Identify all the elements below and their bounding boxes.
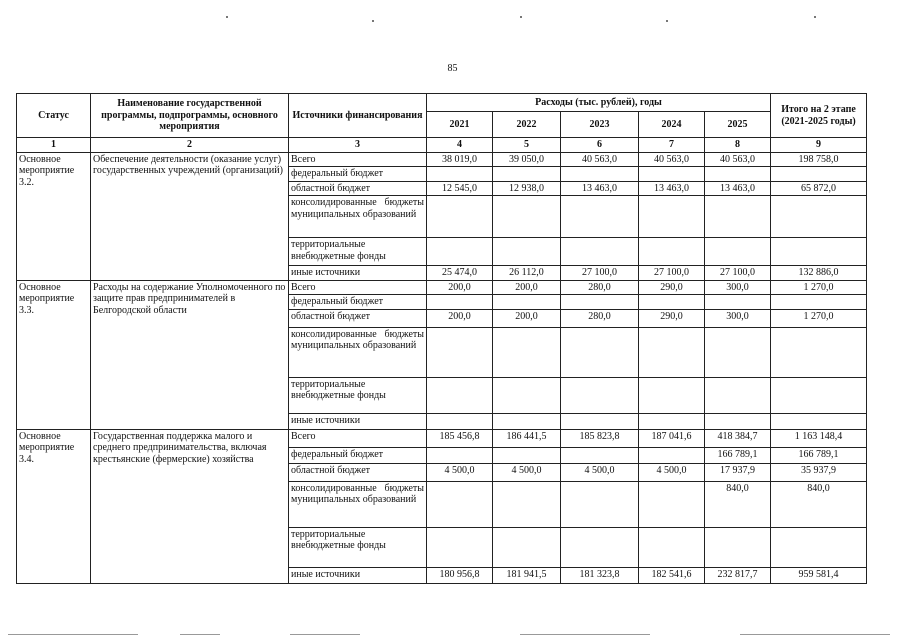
value-cell xyxy=(493,481,561,527)
value-cell: 38 019,0 xyxy=(427,152,493,167)
value-cell xyxy=(705,527,771,567)
value-cell xyxy=(639,413,705,429)
value-cell: 40 563,0 xyxy=(705,152,771,167)
scan-artifact-dot xyxy=(814,16,816,18)
source-cell: территориальные внебюджетные фонды xyxy=(289,238,427,266)
value-cell: 290,0 xyxy=(639,280,705,295)
value-cell: 39 050,0 xyxy=(493,152,561,167)
value-cell: 185 823,8 xyxy=(561,429,639,447)
total-cell: 1 270,0 xyxy=(771,280,867,295)
value-cell: 166 789,1 xyxy=(705,447,771,463)
source-cell: территориальные внебюджетные фонды xyxy=(289,377,427,413)
source-cell: областной бюджет xyxy=(289,463,427,481)
value-cell xyxy=(427,527,493,567)
value-cell: 13 463,0 xyxy=(705,181,771,196)
value-cell xyxy=(639,295,705,310)
value-cell xyxy=(705,238,771,266)
column-number: 1 xyxy=(17,138,91,153)
column-number: 4 xyxy=(427,138,493,153)
source-cell: Всего xyxy=(289,152,427,167)
total-cell xyxy=(771,295,867,310)
value-cell: 200,0 xyxy=(427,280,493,295)
total-cell: 1 163 148,4 xyxy=(771,429,867,447)
source-cell: иные источники xyxy=(289,413,427,429)
source-cell: территориальные внебюджетные фонды xyxy=(289,527,427,567)
budget-table xyxy=(16,93,867,584)
value-cell: 232 817,7 xyxy=(705,567,771,583)
header-name: Наименование государственной программы, подпрограммы, основного мероприятия xyxy=(91,94,289,138)
value-cell xyxy=(561,167,639,182)
value-cell: 13 463,0 xyxy=(561,181,639,196)
total-cell xyxy=(771,167,867,182)
value-cell xyxy=(493,196,561,238)
header-year: 2023 xyxy=(561,112,639,138)
total-cell: 166 789,1 xyxy=(771,447,867,463)
value-cell xyxy=(561,447,639,463)
value-cell xyxy=(427,413,493,429)
value-cell xyxy=(493,167,561,182)
value-cell xyxy=(705,327,771,377)
value-cell: 27 100,0 xyxy=(639,266,705,281)
scan-artifact-line xyxy=(740,634,890,635)
source-cell: Всего xyxy=(289,280,427,295)
scan-artifact-dot xyxy=(520,16,522,18)
value-cell: 4 500,0 xyxy=(639,463,705,481)
column-number: 9 xyxy=(771,138,867,153)
value-cell xyxy=(427,295,493,310)
value-cell: 200,0 xyxy=(427,309,493,327)
source-cell: консолидированные бюджеты муниципальных образований xyxy=(289,327,427,377)
status-cell: Основное мероприятие 3.2. xyxy=(17,152,91,280)
column-number: 2 xyxy=(91,138,289,153)
value-cell xyxy=(705,196,771,238)
value-cell: 25 474,0 xyxy=(427,266,493,281)
column-number: 8 xyxy=(705,138,771,153)
value-cell xyxy=(561,413,639,429)
header-year: 2022 xyxy=(493,112,561,138)
scan-artifact-line xyxy=(180,634,220,635)
value-cell xyxy=(561,295,639,310)
value-cell: 4 500,0 xyxy=(493,463,561,481)
status-cell: Основное мероприятие 3.3. xyxy=(17,280,91,429)
value-cell: 13 463,0 xyxy=(639,181,705,196)
source-cell: иные источники xyxy=(289,567,427,583)
total-cell: 65 872,0 xyxy=(771,181,867,196)
value-cell xyxy=(561,481,639,527)
value-cell xyxy=(561,527,639,567)
value-cell: 40 563,0 xyxy=(639,152,705,167)
total-cell xyxy=(771,527,867,567)
value-cell xyxy=(493,238,561,266)
value-cell xyxy=(705,167,771,182)
value-cell: 12 938,0 xyxy=(493,181,561,196)
value-cell: 300,0 xyxy=(705,280,771,295)
scan-artifact-dot xyxy=(666,20,668,22)
value-cell: 186 441,5 xyxy=(493,429,561,447)
source-cell: консолидированные бюджеты муниципальных образований xyxy=(289,481,427,527)
column-number: 6 xyxy=(561,138,639,153)
header-status: Статус xyxy=(17,94,91,138)
value-cell: 185 456,8 xyxy=(427,429,493,447)
value-cell: 200,0 xyxy=(493,309,561,327)
value-cell: 12 545,0 xyxy=(427,181,493,196)
value-cell: 181 323,8 xyxy=(561,567,639,583)
header-year: 2025 xyxy=(705,112,771,138)
value-cell xyxy=(427,327,493,377)
value-cell: 182 541,6 xyxy=(639,567,705,583)
source-cell: Всего xyxy=(289,429,427,447)
value-cell xyxy=(493,327,561,377)
scan-artifact-line xyxy=(520,634,650,635)
value-cell xyxy=(705,413,771,429)
source-cell: иные источники xyxy=(289,266,427,281)
status-cell: Основное мероприятие 3.4. xyxy=(17,429,91,583)
total-cell xyxy=(771,327,867,377)
value-cell: 187 041,6 xyxy=(639,429,705,447)
total-cell xyxy=(771,413,867,429)
value-cell: 180 956,8 xyxy=(427,567,493,583)
name-cell: Государственная поддержка малого и среднего предпринимательства, включая крестьянские (фермерские) хозяйства xyxy=(91,429,289,583)
value-cell xyxy=(561,377,639,413)
total-cell: 840,0 xyxy=(771,481,867,527)
value-cell xyxy=(493,377,561,413)
total-cell: 35 937,9 xyxy=(771,463,867,481)
value-cell: 418 384,7 xyxy=(705,429,771,447)
header-year: 2021 xyxy=(427,112,493,138)
value-cell xyxy=(427,377,493,413)
header-year: 2024 xyxy=(639,112,705,138)
header-expenses: Расходы (тыс. рублей), годы xyxy=(427,94,771,112)
value-cell xyxy=(639,167,705,182)
value-cell xyxy=(493,527,561,567)
column-number: 3 xyxy=(289,138,427,153)
source-cell: федеральный бюджет xyxy=(289,295,427,310)
total-cell xyxy=(771,377,867,413)
value-cell xyxy=(705,295,771,310)
total-cell xyxy=(771,196,867,238)
value-cell: 4 500,0 xyxy=(561,463,639,481)
header-total: Итого на 2 этапе (2021-2025 годы) xyxy=(771,94,867,138)
total-cell: 198 758,0 xyxy=(771,152,867,167)
page-number: 85 xyxy=(447,63,458,74)
value-cell xyxy=(493,447,561,463)
name-cell: Обеспечение деятельности (оказание услуг) государственных учреждений (организаций) xyxy=(91,152,289,280)
source-cell: федеральный бюджет xyxy=(289,447,427,463)
name-cell: Расходы на содержание Уполномоченного по защите прав предпринимателей в Белгородской области xyxy=(91,280,289,429)
source-cell: областной бюджет xyxy=(289,309,427,327)
scan-artifact-line xyxy=(8,634,138,635)
scan-artifact-line xyxy=(290,634,360,635)
value-cell: 27 100,0 xyxy=(561,266,639,281)
value-cell xyxy=(427,167,493,182)
value-cell: 40 563,0 xyxy=(561,152,639,167)
value-cell: 840,0 xyxy=(705,481,771,527)
value-cell xyxy=(639,527,705,567)
value-cell: 4 500,0 xyxy=(427,463,493,481)
value-cell: 300,0 xyxy=(705,309,771,327)
total-cell xyxy=(771,238,867,266)
value-cell: 17 937,9 xyxy=(705,463,771,481)
value-cell: 200,0 xyxy=(493,280,561,295)
value-cell xyxy=(493,295,561,310)
source-cell: консолидированные бюджеты муниципальных образований xyxy=(289,196,427,238)
value-cell xyxy=(639,377,705,413)
value-cell: 290,0 xyxy=(639,309,705,327)
value-cell: 26 112,0 xyxy=(493,266,561,281)
value-cell xyxy=(639,196,705,238)
value-cell xyxy=(561,238,639,266)
source-cell: областной бюджет xyxy=(289,181,427,196)
value-cell xyxy=(639,238,705,266)
total-cell: 132 886,0 xyxy=(771,266,867,281)
total-cell: 959 581,4 xyxy=(771,567,867,583)
value-cell xyxy=(639,327,705,377)
value-cell: 181 941,5 xyxy=(493,567,561,583)
value-cell: 280,0 xyxy=(561,280,639,295)
header-sources: Источники финансирования xyxy=(289,94,427,138)
value-cell xyxy=(639,481,705,527)
value-cell: 27 100,0 xyxy=(705,266,771,281)
value-cell xyxy=(427,238,493,266)
value-cell: 280,0 xyxy=(561,309,639,327)
value-cell xyxy=(427,447,493,463)
source-cell: федеральный бюджет xyxy=(289,167,427,182)
value-cell xyxy=(493,413,561,429)
value-cell xyxy=(561,327,639,377)
scan-artifact-dot xyxy=(226,16,228,18)
value-cell xyxy=(639,447,705,463)
value-cell xyxy=(427,196,493,238)
scan-artifact-dot xyxy=(372,20,374,22)
column-number: 5 xyxy=(493,138,561,153)
column-number: 7 xyxy=(639,138,705,153)
value-cell xyxy=(561,196,639,238)
value-cell xyxy=(427,481,493,527)
total-cell: 1 270,0 xyxy=(771,309,867,327)
value-cell xyxy=(705,377,771,413)
